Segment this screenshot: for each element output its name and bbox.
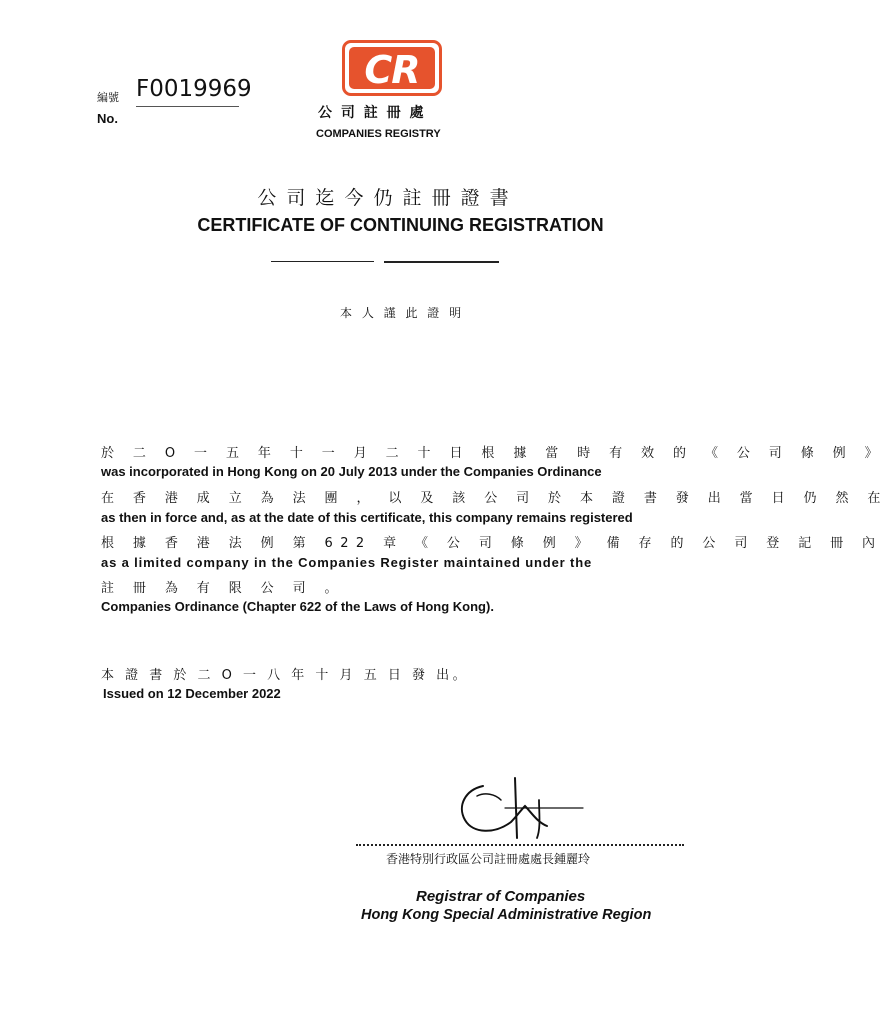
- body-line2-en: as then in force and, as at the date of this certificate, this company remains registered: [101, 510, 633, 525]
- body-line4-en: Companies Ordinance (Chapter 622 of the Laws of Hong Kong).: [101, 599, 494, 614]
- issue-date-zh: 本 證 書 於 二 O 一 八 年 十 月 五 日 發 出。: [101, 668, 470, 683]
- body-line1-zh: 於 二 O 一 五 年 十 一 月 二 十 日 根 據 當 時 有 效 的 《 公 司 條 例 》: [101, 446, 886, 461]
- issue-date-en: Issued on 12 December 2022: [103, 686, 281, 701]
- certificate-number-underline: [136, 106, 239, 107]
- registry-name-zh: 公 司 註 冊 處: [318, 105, 426, 121]
- companies-registry-logo: [342, 40, 442, 96]
- registrar-signature: [455, 772, 595, 844]
- logo-text: CR: [364, 48, 420, 92]
- number-label-en: No.: [97, 111, 118, 126]
- signature-dotted-line: [356, 844, 684, 846]
- body-line4-zh: 註 冊 為 有 限 公 司 。: [101, 581, 345, 596]
- number-label-zh: 編號: [97, 91, 119, 104]
- registrar-region-en: Hong Kong Special Administrative Region: [361, 907, 652, 923]
- title-divider-right: [384, 261, 499, 263]
- registrar-name-zh: 香港特別行政區公司註冊處處長鍾麗玲: [386, 852, 591, 866]
- title-divider-left: [271, 261, 374, 262]
- certify-statement-zh: 本 人 謹 此 證 明: [340, 306, 465, 320]
- registry-name-en: COMPANIES REGISTRY: [316, 128, 441, 140]
- certificate-number: F0019969: [136, 76, 252, 102]
- body-line1-en: was incorporated in Hong Kong on 20 July 2013 under the Companies Ordinance: [101, 464, 602, 479]
- title-en: CERTIFICATE OF CONTINUING REGISTRATION: [197, 215, 604, 235]
- body-line3-zh: 根 據 香 港 法 例 第 622 章 《 公 司 條 例 》 備 存 的 公 司 登 記 冊 內: [101, 536, 883, 551]
- title-zh: 公 司 迄 今 仍 註 冊 證 書: [257, 187, 511, 209]
- body-line2-zh: 在 香 港 成 立 為 法 團 ， 以 及 該 公 司 於 本 證 書 發 出 當 日 仍 然 在: [101, 491, 888, 506]
- registrar-title-en: Registrar of Companies: [416, 888, 586, 905]
- body-line3-en: as a limited company in the Companies Register maintained under the: [101, 555, 593, 570]
